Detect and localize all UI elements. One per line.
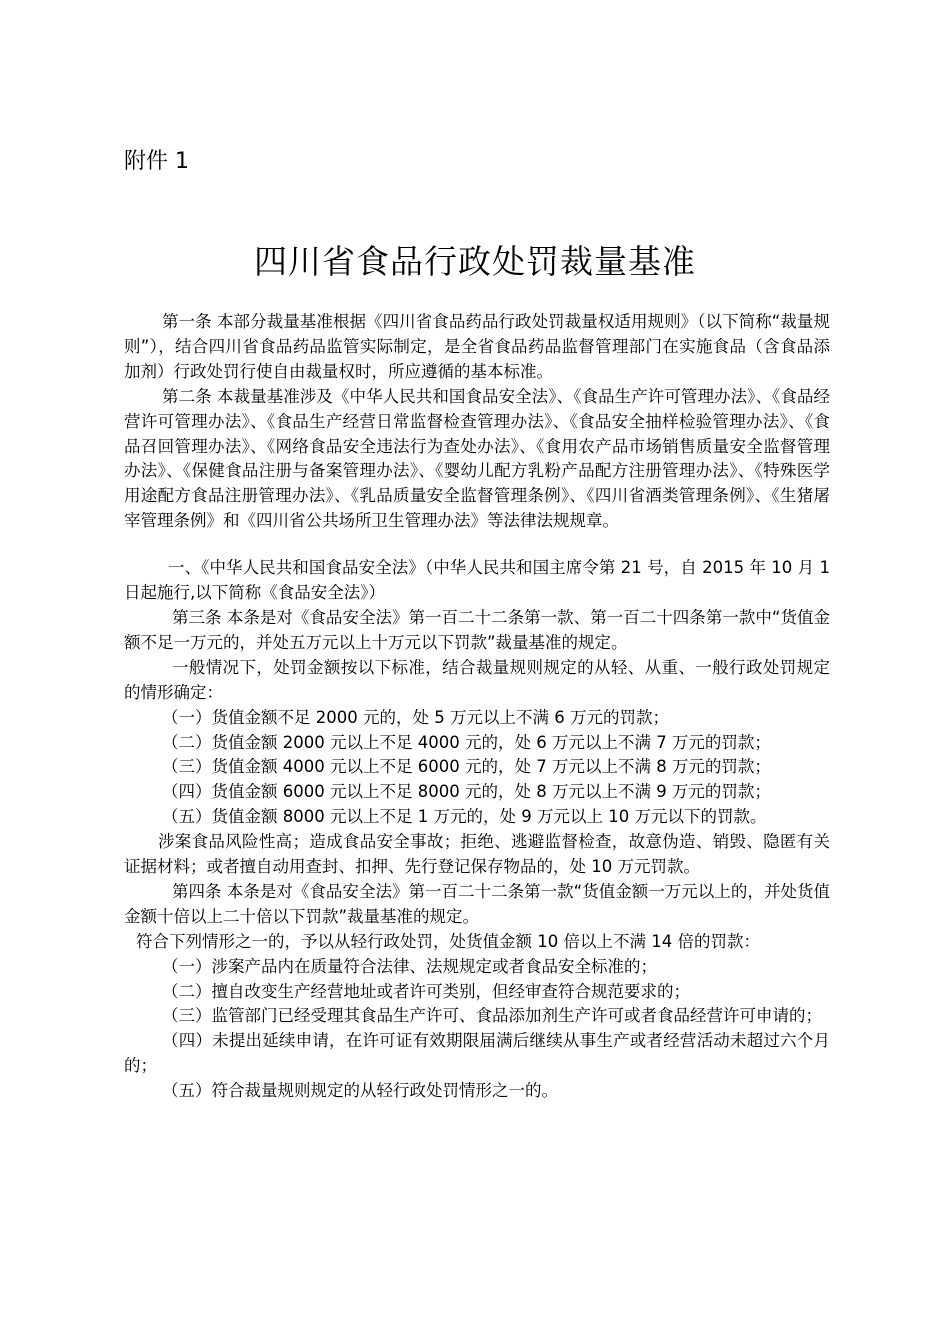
article-3-item-5: （五）货值金额 8000 元以上不足 1 万元的，处 9 万元以上 10 万元以下的罚款。 bbox=[162, 807, 767, 827]
article-3-item-4: （四）货值金额 6000 元以上不足 8000 元的，处 8 万元以上不满 9 万元的罚款； bbox=[162, 782, 771, 802]
article-3-general-rule: 一般情况下，处罚金额按以下标准，结合裁量规则规定的从轻、从重、一般行政处罚规定的情形确定： bbox=[124, 657, 830, 702]
article-4-item-5: （五）符合裁量规则规定的从轻行政处罚情形之一的。 bbox=[162, 1081, 558, 1101]
document-body bbox=[124, 310, 830, 1104]
article-3-item-2: （二）货值金额 2000 元以上不足 4000 元的，处 6 万元以上不满 7 万元的罚款； bbox=[162, 732, 771, 752]
section-heading-food-safety-law: 一、《中华人民共和国食品安全法》（中华人民共和国主席令第 21 号，自 2015 年 10 月 1 日起施行,以下简称《食品安全法》） bbox=[124, 558, 830, 603]
paragraph-gap bbox=[124, 534, 830, 556]
article-4-item-3: （三）监管部门已经受理其食品生产许可、食品添加剂生产许可或者食品经营许可申请的； bbox=[162, 1006, 822, 1026]
document-title: 四川省食品行政处罚裁量基准 bbox=[254, 242, 696, 281]
article-4-item-1: （一）涉案产品内在质量符合法律、法规规定或者食品安全标准的； bbox=[162, 956, 657, 976]
article-3-item-1: （一）货值金额不足 2000 元的，处 5 万元以上不满 6 万元的罚款； bbox=[162, 707, 669, 727]
attachment-label: 附件 1 bbox=[124, 149, 189, 174]
article-4-paragraph: 第四条 本条是对《食品安全法》第一百二十二条第一款“货值金额一万元以上的，并处货值金额十倍以上二十倍以下罚款”裁量基准的规定。 bbox=[124, 881, 830, 926]
article-3-aggravating-paragraph: 涉案食品风险性高；造成食品安全事故；拒绝、逃避监督检查，故意伪造、销毁、隐匿有关证据材料；或者擅自动用查封、扣押、先行登记保存物品的，处 10 万元罚款。 bbox=[124, 832, 830, 877]
article-1-paragraph: 第一条 本部分裁量基准根据《四川省食品药品行政处罚裁量权适用规则》（以下简称“裁量规则”），结合四川省食品药品监管实际制定，是全省食品药品监督管理部门在实施食品（含食品添加剂）行政处罚行使自由裁量权时，所应遵循的基本标准。 bbox=[124, 312, 830, 381]
article-3-item-3: （三）货值金额 4000 元以上不足 6000 元的，处 7 万元以上不满 8 万元的罚款； bbox=[162, 757, 771, 777]
article-4-lenient-rule: 符合下列情形之一的，予以从轻行政处罚，处货值金额 10 倍以上不满 14 倍的罚款： bbox=[136, 931, 760, 951]
article-2-paragraph: 第二条 本裁量基准涉及《中华人民共和国食品安全法》、《食品生产许可管理办法》、《食品经营许可管理办法》、《食品生产经营日常监督检查管理办法》、《食品安全抽样检验管理办法》、《食品召回管理办法》、《网络食品安全违法行为查处办法》、《食用农产品市场销售质量安全监督管理办法》、《保健食品注册与备案管理办法》、《婴幼儿配方乳粉产品配方注册管理办法》、《特殊医学用途配方食品注册管理办法》、《乳品质量安全监督管理条例》、《四川省酒类管理条例》、《生猪屠宰管理条例》和《四川省公共场所卫生管理办法》等法律法规规章。 bbox=[124, 386, 830, 531]
article-3-paragraph: 第三条 本条是对《食品安全法》第一百二十二条第一款、第一百二十四条第一款中“货值金额不足一万元的，并处五万元以上十万元以下罚款”裁量基准的规定。 bbox=[124, 607, 830, 652]
article-4-item-4: （四）未提出延续申请，在许可证有效期限届满后继续从事生产或者经营活动未超过六个月的； bbox=[124, 1031, 830, 1076]
article-4-item-2: （二）擅自改变生产经营地址或者许可类别，但经审查符合规范要求的； bbox=[162, 981, 690, 1001]
